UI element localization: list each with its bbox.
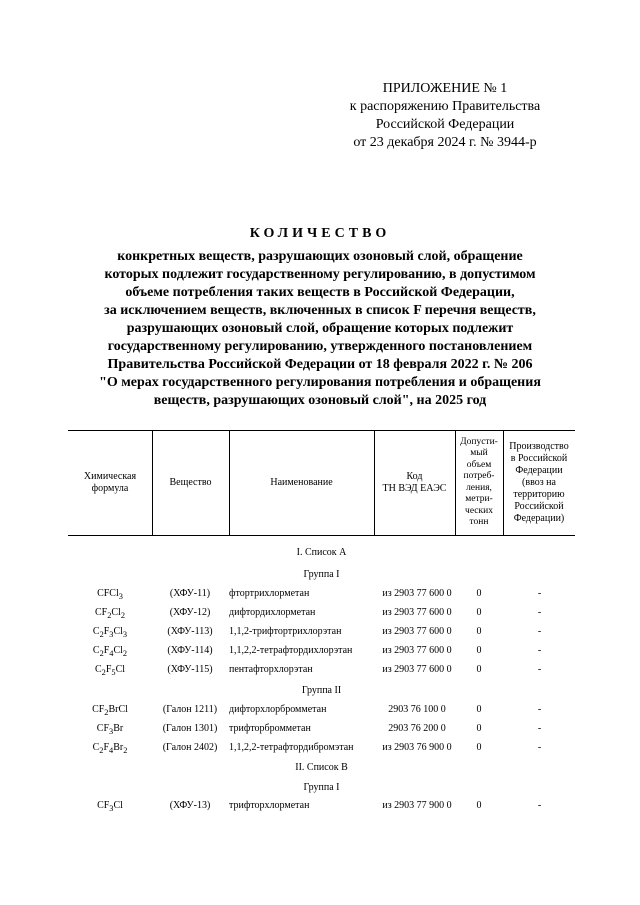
cell-name: 1,1,2-трифтортрихлорэтан <box>229 626 342 637</box>
header-production <box>503 430 575 535</box>
appendix-block <box>330 80 560 152</box>
cell-formula: $CF_3Br$ <box>96 723 124 736</box>
header-text: тонн <box>469 517 489 527</box>
header-text: Производство <box>509 440 569 452</box>
cell-substance: (ХФУ-113) <box>167 626 213 637</box>
cell-volume: 0 <box>476 607 482 618</box>
header-text: потреб- <box>463 471 495 481</box>
cell-substance: (Галон 1301) <box>162 723 218 734</box>
header-text: формула <box>91 482 129 494</box>
subtitle-line: конкретных веществ, разрушающих озоновый слой, обращение <box>117 249 523 264</box>
header-text: Федерации <box>515 464 563 476</box>
table-row <box>68 742 575 758</box>
header-substance <box>152 430 229 535</box>
cell-production: - <box>537 607 542 618</box>
subtitle-line: разрушающих озоновый слой, обращение которых подлежит <box>126 321 514 336</box>
cell-production: - <box>537 704 542 715</box>
header-text: ТН ВЭД ЕАЭС <box>382 482 447 494</box>
cell-substance: (Галон 2402) <box>162 742 218 753</box>
header-text: объем <box>466 459 492 470</box>
header-text: ления, <box>466 482 492 493</box>
header-text: Наименование <box>270 476 333 488</box>
cell-formula: $C_2F_3Cl_3$ <box>92 626 128 639</box>
subtitle-line: за исключением веществ, включенных в список F перечня веществ, <box>104 303 536 318</box>
table-row <box>68 626 575 642</box>
cell-code: из 2903 77 600 0 <box>382 626 452 637</box>
header-volume <box>455 430 503 535</box>
cell-volume: 0 <box>476 704 482 715</box>
header-text: Допусти- <box>460 436 498 447</box>
cell-volume: 0 <box>476 742 482 753</box>
header-text: территорию <box>513 488 565 500</box>
appendix-date: от 23 декабря 2024 г. № 3944-р <box>353 135 537 150</box>
cell-production: - <box>537 742 542 753</box>
header-text: в Российской <box>510 452 568 464</box>
cell-name: трифторхлорметан <box>229 800 310 811</box>
table-row <box>68 588 575 604</box>
table-row <box>68 664 575 680</box>
subtitle-line: которых подлежит государственному регулированию, в допустимом <box>104 267 536 282</box>
header-text: Российской <box>514 500 564 512</box>
cell-formula: $CF_3Cl$ <box>97 800 123 813</box>
subtitle-line: веществ, разрушающих озоновый слой", на 2025 год <box>153 393 487 408</box>
appendix-decree: к распоряжению Правительства <box>349 99 541 114</box>
cell-substance: (ХФУ-114) <box>167 645 213 656</box>
cell-name: фтортрихлорметан <box>229 588 310 599</box>
cell-formula: $C_2F_4Cl_2$ <box>92 645 128 658</box>
cell-code: из 2903 76 900 0 <box>382 742 452 753</box>
cell-volume: 0 <box>476 626 482 637</box>
cell-formula: $C_2F_4Br_2$ <box>92 742 128 755</box>
cell-code: из 2903 77 900 0 <box>382 800 452 811</box>
table-row <box>68 607 575 623</box>
header-text: (ввоз на <box>522 476 556 488</box>
cell-substance: (ХФУ-12) <box>169 607 211 618</box>
header-text: метри- <box>465 494 493 504</box>
cell-substance: (ХФУ-115) <box>167 664 213 675</box>
header-code <box>374 430 455 535</box>
table-row <box>68 704 575 720</box>
cell-name: трифторбромметан <box>229 723 311 734</box>
section-group-1b: Группа I <box>303 782 340 793</box>
section-list-b: II. Список B <box>295 762 348 773</box>
cell-volume: 0 <box>476 723 482 734</box>
cell-code: 2903 76 100 0 <box>388 704 446 715</box>
cell-production: - <box>537 645 542 656</box>
cell-substance: (Галон 1211) <box>162 704 218 715</box>
cell-code: из 2903 77 600 0 <box>382 607 452 618</box>
cell-name: пентафторхлорэтан <box>229 664 313 675</box>
subtitle-line: государственному регулированию, утвержденного постановлением <box>107 339 533 354</box>
header-text: ческих <box>465 505 493 516</box>
header-text: Федерации) <box>513 512 565 524</box>
cell-name: 1,1,2,2-тетрафтордибромэтан <box>229 742 354 753</box>
header-text: Код <box>406 470 423 482</box>
cell-substance: (ХФУ-13) <box>169 800 211 811</box>
cell-formula: CFCl$_3$ <box>97 588 123 601</box>
subtitle-line: "О мерах государственного регулирования потребления и обращения <box>99 375 541 390</box>
cell-volume: 0 <box>476 588 482 599</box>
table-row <box>68 723 575 739</box>
cell-formula: $C_2F_5Cl$ <box>94 664 126 677</box>
section-group-1: Группа I <box>303 569 340 580</box>
cell-code: 2903 76 200 0 <box>388 723 446 734</box>
cell-production: - <box>537 800 542 811</box>
cell-name: 1,1,2,2-тетрафтордихлорэтан <box>229 645 353 656</box>
header-text: Химическая <box>83 470 137 482</box>
cell-production: - <box>537 664 542 675</box>
subtitle-line: объеме потребления таких веществ в Российской Федерации, <box>125 285 515 300</box>
section-list-a: I. Список А <box>296 547 347 558</box>
cell-volume: 0 <box>476 800 482 811</box>
cell-production: - <box>537 626 542 637</box>
cell-name: дифтордихлорметан <box>229 607 316 618</box>
appendix-number: ПРИЛОЖЕНИЕ № 1 <box>382 81 508 96</box>
cell-name: дифторхлорбромметан <box>229 704 327 715</box>
cell-code: из 2903 77 600 0 <box>382 588 452 599</box>
cell-code: из 2903 77 600 0 <box>382 664 452 675</box>
cell-production: - <box>537 723 542 734</box>
cell-production: - <box>537 588 542 599</box>
appendix-authority: Российской Федерации <box>375 117 515 132</box>
cell-formula: $CF_2BrCl$ <box>92 704 128 717</box>
section-group-2: Группа II <box>301 685 342 696</box>
subtitle-line: Правительства Российской Федерации от 18 февраля 2022 г. № 206 <box>107 357 533 372</box>
header-text: Вещество <box>169 476 212 488</box>
document-subtitle <box>60 248 580 410</box>
header-formula <box>68 430 152 535</box>
table-row <box>68 800 575 816</box>
header-text: мый <box>470 448 488 458</box>
cell-volume: 0 <box>476 645 482 656</box>
header-name <box>229 430 374 535</box>
cell-substance: (ХФУ-11) <box>169 588 211 599</box>
cell-code: из 2903 77 600 0 <box>382 645 452 656</box>
cell-volume: 0 <box>476 664 482 675</box>
cell-formula: $CF_2Cl_2$ <box>94 607 126 620</box>
document-title: КОЛИЧЕСТВО <box>249 226 391 241</box>
table-header-bottom-border <box>68 535 575 536</box>
table-row <box>68 645 575 661</box>
